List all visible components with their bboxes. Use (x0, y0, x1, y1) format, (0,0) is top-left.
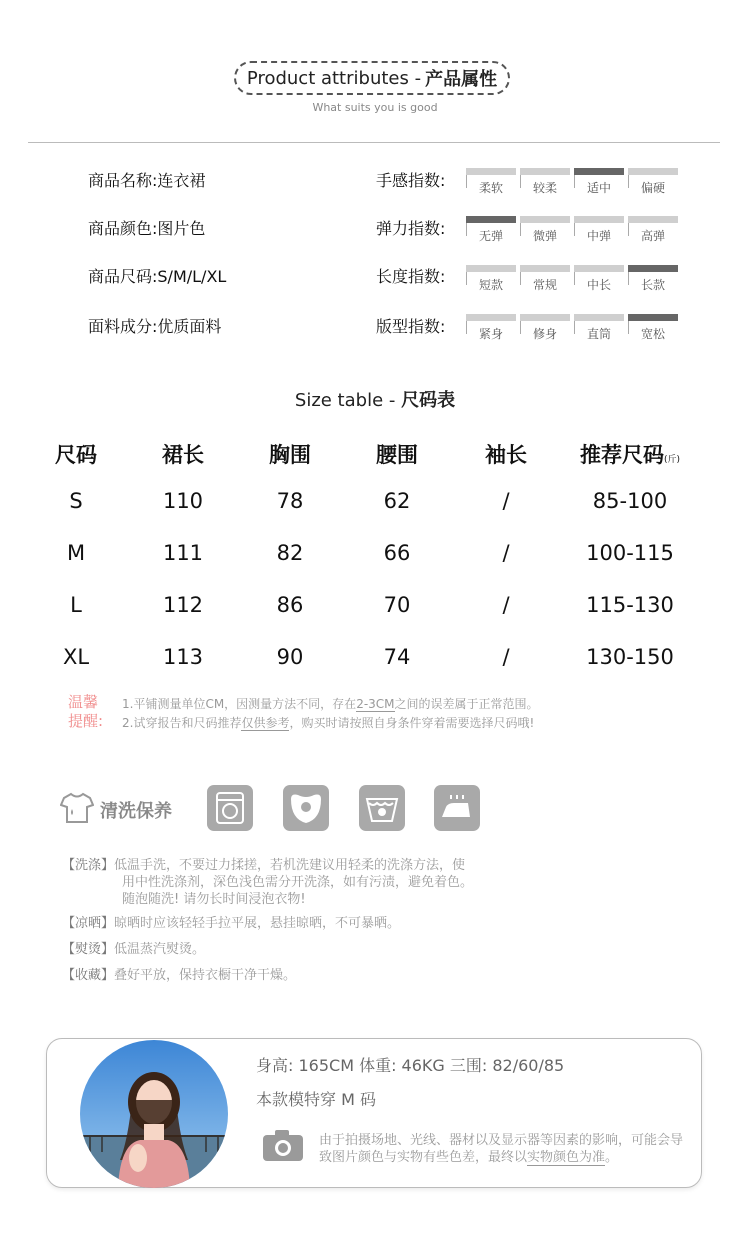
table-header: 袖长 (485, 443, 527, 467)
care-title: 清洗保养 (100, 801, 172, 822)
table-cell: 111 (162, 541, 204, 565)
table-cell: 78 (276, 489, 304, 513)
scale-option: 长款 (628, 265, 678, 293)
table-header: 裙长 (162, 443, 204, 467)
table-cell: / (502, 489, 510, 513)
title-cn: 产品属性 (425, 69, 498, 90)
scale-elastic (466, 216, 678, 246)
table-cell: S (69, 489, 83, 513)
title-en: Product attributes - (246, 67, 422, 89)
table-cell: / (502, 593, 510, 617)
scale-option: 偏硬 (628, 168, 678, 196)
care-store: 【收藏】叠好平放，保持衣橱干净干燥。 (62, 968, 297, 983)
care-iron: 【熨烫】低温蒸汽熨烫。 (62, 942, 206, 957)
table-cell: 74 (383, 645, 411, 669)
table-header: 推荐尺码(斤) (579, 443, 681, 467)
table-cell: 115-130 (586, 593, 674, 617)
table-cell: 112 (162, 593, 204, 617)
care-dry: 【凉晒】晾晒时应该轻轻手拉平展，悬挂晾晒，不可暴晒。 (62, 916, 401, 931)
table-cell: / (502, 541, 510, 565)
scale-option: 中长 (574, 265, 624, 293)
scale-label-length: 长度指数: (376, 267, 446, 286)
table-header: 尺码 (55, 443, 97, 467)
table-cell: XL (62, 645, 90, 669)
scale-option: 无弹 (466, 216, 516, 244)
scale-option: 修身 (520, 314, 570, 342)
scale-option: 直筒 (574, 314, 624, 342)
table-cell: M (66, 541, 86, 565)
section-title-product-attributes (234, 61, 510, 95)
scale-option: 适中 (574, 168, 624, 196)
notice-line-2: 2.试穿报告和尺码推荐仅供参考，购买时请按照自身条件穿着需要选择尺码哦! (122, 716, 535, 730)
notice-label-1: 温馨 (68, 693, 99, 711)
color-disclaimer: 由于拍摄场地、光线、器材以及显示器等因素的影响，可能会导致图片颜色与实物有些色差，最终以实物颜色为准。 (319, 1133, 684, 1165)
attr-product-size: 商品尺码:S/M/L/XL (88, 267, 227, 286)
table-cell: 62 (383, 489, 411, 513)
table-cell: 110 (162, 489, 204, 513)
size-title-cn: 尺码表 (401, 390, 456, 411)
table-cell: L (70, 593, 82, 617)
scale-feel (466, 168, 678, 198)
table-cell: 90 (276, 645, 304, 669)
table-cell: 100-115 (586, 541, 674, 565)
notice-label (68, 693, 103, 731)
scale-fit (466, 314, 678, 344)
scale-option: 宽松 (628, 314, 678, 342)
scale-option: 中弹 (574, 216, 624, 244)
scale-label-feel: 手感指数: (376, 171, 446, 190)
section-title-size-table (0, 386, 750, 412)
unit-label: (斤) (663, 455, 681, 465)
model-stats: 身高: 165CM 体重: 46KG 三围: 82/60/85 (256, 1056, 565, 1075)
care-wash: 【洗涤】低温手洗，不要过力揉搓，若机洗建议用轻柔的洗涤方法，使 用中性洗涤剂，深色浅色需分开洗涤，如有污渍，避免着色。 随泡随洗! 请勿长时间浸泡衣物! (62, 858, 474, 907)
scale-label-fit: 版型指数: (376, 317, 446, 336)
scale-option: 紧身 (466, 314, 516, 342)
notice-text (122, 695, 539, 733)
subtitle: What suits you is good (312, 101, 438, 114)
size-title-en: Size table - (294, 390, 402, 411)
table-cell: 70 (383, 593, 411, 617)
washing-machine-icon (207, 785, 253, 831)
table-cell: 113 (162, 645, 204, 669)
table-header: 腰围 (376, 443, 418, 467)
tshirt-icon (60, 792, 94, 828)
wash-basin-icon (359, 785, 405, 831)
scale-option: 微弹 (520, 216, 570, 244)
table-cell: / (502, 645, 510, 669)
iron-icon (434, 785, 480, 831)
table-cell: 66 (383, 541, 411, 565)
camera-icon (262, 1128, 304, 1166)
scale-label-elastic: 弹力指数: (376, 219, 446, 238)
table-cell: 82 (276, 541, 304, 565)
model-wears: 本款模特穿 M 码 (256, 1090, 376, 1109)
model-photo (80, 1040, 228, 1188)
hand-wash-icon (283, 785, 329, 831)
attr-product-color: 商品颜色:图片色 (88, 219, 206, 238)
scale-option: 高弹 (628, 216, 678, 244)
table-cell: 85-100 (592, 489, 668, 513)
table-header: 胸围 (269, 443, 311, 467)
scale-option: 较柔 (520, 168, 570, 196)
scale-option: 常规 (520, 265, 570, 293)
scale-option: 柔软 (466, 168, 516, 196)
scale-length (466, 265, 678, 295)
divider (28, 142, 720, 143)
notice-line-1: 1.平铺测量单位CM，因测量方法不同，存在2-3CM之间的误差属于正常范围。 (122, 697, 539, 711)
table-cell: 130-150 (586, 645, 674, 669)
attr-product-name: 商品名称:连衣裙 (88, 171, 206, 190)
attr-fabric: 面料成分:优质面料 (88, 317, 222, 336)
scale-option: 短款 (466, 265, 516, 293)
notice-label-2: 提醒: (68, 712, 104, 730)
table-cell: 86 (276, 593, 304, 617)
